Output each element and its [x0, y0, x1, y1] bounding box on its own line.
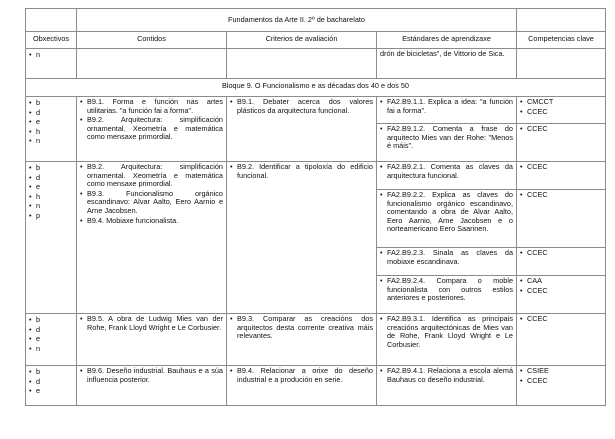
objective-item: • h: [29, 192, 73, 202]
criteria-cell: [227, 314, 377, 366]
objective-item: • e: [29, 334, 73, 344]
block-title: Bloque 9. O Funcionalismo e as décadas dos 40 e dos 50: [26, 79, 606, 97]
table-title-spacer: [517, 9, 606, 32]
table-title: Fundamentos da Arte II. 2º de bacharelato: [77, 9, 517, 32]
curriculum-table: [25, 8, 606, 406]
objective-item: • d: [29, 377, 73, 387]
objective-item: • d: [29, 325, 73, 335]
standard-item: • FA2.B9.3.1. Identifica as principais creacións arquitectónicas de Mies van de Rohe, Frank Lloyd Wright e Le Corbusier.: [380, 315, 513, 349]
standard-item: • FA2.B9.1.1. Explica a idea: "a función fai a forma".: [380, 98, 513, 115]
content-item: • B9.2. Arquitectura: simplificación ornamental. Xeometría e matemática como mensaxe primordial.: [80, 163, 223, 189]
standard-cell: [377, 190, 517, 248]
criteria-cell: [227, 97, 377, 162]
competences-cell: [517, 97, 606, 124]
competence-item: • CCEC: [520, 287, 602, 296]
competences-cell: [517, 124, 606, 162]
competence-item: • CCEC: [520, 377, 602, 386]
competence-item: • CCEC: [520, 191, 602, 200]
content-item: • B9.5. A obra de Ludwig Mies van der Rohe, Frank Lloyd Wright e Le Corbusier.: [80, 315, 223, 332]
competences-cell: [517, 49, 606, 79]
competence-item: • CCEC: [520, 163, 602, 172]
header-criteria: Criterios de avaliación: [227, 32, 377, 49]
standard-cell: [377, 276, 517, 314]
standard-cell: [377, 49, 517, 79]
content-item: • B9.4. Mobiaxe funcionalista.: [80, 217, 223, 226]
contents-cell: [77, 97, 227, 162]
content-item: • B9.2. Arquitectura: simplificación ornamental. Xeometría e matemática como mensaxe primordial.: [80, 116, 223, 142]
standard-item: • FA2.B9.2.1. Comenta as claves da arquitectura funcional.: [380, 163, 513, 180]
header-competences: Competencias clave: [517, 32, 606, 49]
objective-item: • b: [29, 98, 73, 108]
contents-cell: [77, 49, 227, 79]
content-item: • B9.1. Forma e función nas artes utilitarias. "a función fai a forma".: [80, 98, 223, 115]
standard-item: • FA2.B9.4.1. Relaciona a escola alemá Bauhaus co deseño industrial.: [380, 367, 513, 384]
objectives-cell: [26, 97, 77, 162]
objective-item: • b: [29, 163, 73, 173]
criteria-cell: [227, 162, 377, 314]
objective-item: • b: [29, 315, 73, 325]
objectives-cell: [26, 162, 77, 314]
competences-cell: [517, 366, 606, 406]
competences-cell: [517, 248, 606, 276]
objectives-cell: [26, 49, 77, 79]
competence-item: • CCEC: [520, 108, 602, 117]
competence-item: • CMCCT: [520, 98, 602, 107]
contents-cell: [77, 314, 227, 366]
competence-item: • CCEC: [520, 315, 602, 324]
contents-cell: [77, 162, 227, 314]
competence-item: • CCEC: [520, 249, 602, 258]
header-contents: Contidos: [77, 32, 227, 49]
criterion-item: • B9.2. Identificar a tipoloxía do edificio funcional.: [230, 163, 373, 180]
competences-cell: [517, 190, 606, 248]
contents-cell: [77, 366, 227, 406]
standard-item: • FA2.B9.2.3. Sinala as claves da mobiaxe escandinava.: [380, 249, 513, 266]
objective-item: • b: [29, 367, 73, 377]
competences-cell: [517, 276, 606, 314]
standard-cell: [377, 248, 517, 276]
standard-item: • FA2.B9.1.2. Comenta a frase do arquitecto Mies van der Rohe: "Menos é máis".: [380, 125, 513, 151]
standard-cell: [377, 366, 517, 406]
objective-item: • h: [29, 127, 73, 137]
standard-cell: [377, 124, 517, 162]
standard-item: • FA2.B9.2.2. Explica as claves do funcionalismo orgánico escandinavo, comentando a obra de Alvar Aalto, Eero Aarnio, Arne Jacobsen e o norteamericano Eero Saarinen.: [380, 191, 513, 234]
competence-item: • CCEC: [520, 125, 602, 134]
criteria-cell: [227, 49, 377, 79]
header-standards: Estándares de aprendizaxe: [377, 32, 517, 49]
criterion-item: • B9.4. Relacionar a orixe do deseño industrial e a produción en serie.: [230, 367, 373, 384]
table-title-spacer: [26, 9, 77, 32]
criterion-item: • B9.3. Comparar as creacións dos arquitectos desta corrente creativa máis relevantes.: [230, 315, 373, 341]
standard-text: drón de bicicletas", de Vittorio de Sica.: [380, 49, 505, 58]
objective-item: • e: [29, 386, 73, 396]
competence-item: • CAA: [520, 277, 602, 286]
objective-item: • e: [29, 117, 73, 127]
standard-cell: [377, 314, 517, 366]
standard-cell: [377, 162, 517, 190]
criteria-cell: [227, 366, 377, 406]
objective-item: • d: [29, 173, 73, 183]
standard-cell: [377, 97, 517, 124]
content-item: • B9.3. Funcionalismo orgánico escandinavo: Alvar Aalto, Eero Aarnio e Arne Jacobsen.: [80, 190, 223, 216]
criterion-item: • B9.1. Debater acerca dos valores plásticos da arquitectura funcional.: [230, 98, 373, 115]
standard-item: • FA2.B9.2.4. Compara o moble funcionalista con outros estilos anteriores e posteriores.: [380, 277, 513, 303]
competences-cell: [517, 314, 606, 366]
competences-cell: [517, 162, 606, 190]
competence-item: • CSIEE: [520, 367, 602, 376]
objectives-cell: [26, 366, 77, 406]
content-item: • B9.6. Deseño industrial. Bauhaus e a súa influencia posterior.: [80, 367, 223, 384]
objective-item: • p: [29, 211, 73, 221]
objective-item: • n: [29, 201, 73, 211]
objective-item: • d: [29, 108, 73, 118]
header-objectives: Obxectivos: [26, 32, 77, 49]
objective-item: • e: [29, 182, 73, 192]
objective-item: • n: [29, 50, 73, 60]
objective-item: • n: [29, 136, 73, 146]
objectives-cell: [26, 314, 77, 366]
objective-item: • n: [29, 344, 73, 354]
